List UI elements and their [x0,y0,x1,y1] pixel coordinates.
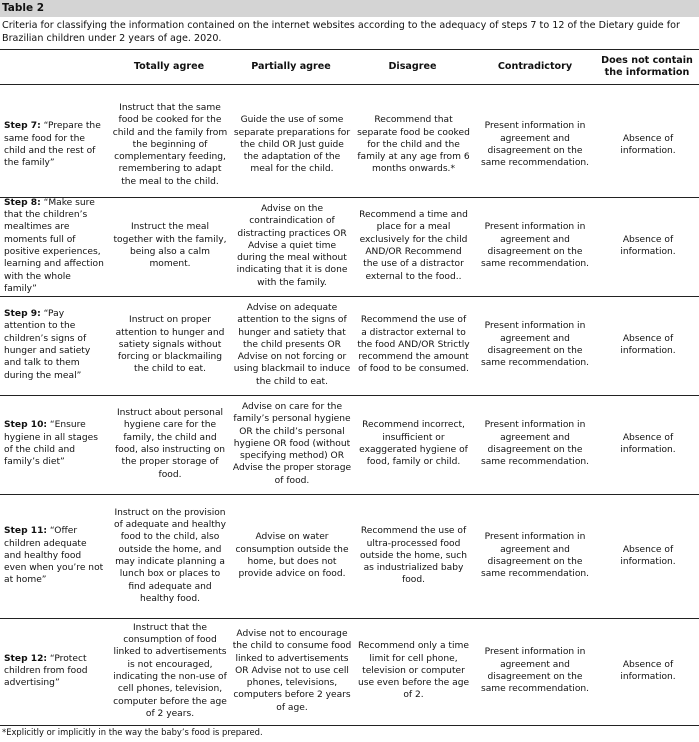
row-step-8-totally-agree: Instruct the meal together with the family, being also a calm moment. [113,222,227,270]
row-step-10-totally-agree: Instruct about personal hygiene care for the family, the child and food, also instructing on the proper storage of food. [114,408,226,480]
row-step-7-disagree: Recommend that separate food be cooked for the child and the family at any age from 6 months onwards.* [357,115,470,175]
row-step-12-label [4,619,104,723]
header-bottom-rule [0,84,699,85]
header-top-rule [0,49,699,50]
row-step-7-totally-agree: Instruct that the same food be cooked for the child and the family from the beginning of complementary feeding, remembering to adapt the meal to the child. [112,102,228,187]
row-step-9-contradictory: Present information in agreement and disagreement on the same recommendation. [480,321,590,369]
row-step-7-absent: Absence of information. [620,133,676,156]
row-step-9-disagree: Recommend the use of a distractor external to the food AND/OR Strictly recommend the amount of food to be consumed. [357,315,470,375]
header-contradictory: Contradictory [497,61,573,72]
row-step-12-contradictory: Present information in agreement and disagreement on the same recommendation. [480,647,590,695]
header-does-not-contain: Does not contain the information [601,55,693,78]
step-description: “Ensure hygiene in all stages of the child and family’s diet” [4,420,98,468]
row-step-11-partially-agree: Advise on water consumption outside the home, but does not provide advice on food. [235,532,349,580]
step-number: Step 7: [4,121,41,132]
row-step-9-label [4,297,104,393]
row-step-11-absent: Absence of information. [620,544,676,567]
step-description: “Pay attention to the children’s signs of hunger and satiety and talk to them during the meal” [4,309,91,381]
row-step-11-disagree: Recommend the use of ultra-processed food outside the home, such as industrialized baby food. [359,526,468,586]
row-step-7-label [4,86,104,204]
row-step-11-label [4,495,104,617]
header-partially-agree: Partially agree [251,61,331,72]
row-step-10-label [4,396,104,492]
row-step-10-disagree: Recommend incorrect, insufficient or exaggerated hygiene of food, family or child. [359,420,468,468]
row-step-8-absent: Absence of information. [620,234,676,257]
row-step-12-partially-agree: Advise not to encourage the child to consume food linked to advertisements OR Advise not to use cell phones, televisions, computers before 2 years of age. [232,628,352,713]
table-footnote: *Explicitly or implicitly in the way the baby’s food is prepared. [2,727,263,737]
row-step-12-totally-agree: Instruct that the consumption of food linked to advertisements is not encouraged, indicating the non-use of cell phones, television, computer before the age of 2 years. [113,622,227,719]
row-step-9-partially-agree: Advise on adequate attention to the signs of hunger and satiety that the child presents OR Advise on not forcing or using blackmail to induce the child to eat. [233,302,351,387]
step-number: Step 11: [4,526,48,537]
row-step-8-contradictory: Present information in agreement and disagreement on the same recommendation. [480,222,590,270]
row-step-8-partially-agree: Advise on the contraindication of distracting practices OR Advise a quiet time during the meal without indicating that it is done with the family. [236,203,348,288]
header-disagree: Disagree [388,61,437,72]
row-step-11-totally-agree: Instruct on the provision of adequate and healthy food to the child, also outside the home, and may indicate planning a lunch box or places to find adequate and healthy food. [114,507,226,604]
step-number: Step 9: [4,309,41,320]
row-step-9-absent: Absence of information. [620,333,676,356]
step-number: Step 8: [4,197,41,208]
row-step-12-absent: Absence of information. [620,659,676,682]
row-step-10-absent: Absence of information. [620,432,676,455]
step-description: “Make sure that the children’s mealtimes are moments full of positive experiences, learning and affection with the whole family” [4,197,104,294]
row-step-10-partially-agree: Advise on care for the family’s personal hygiene OR the child’s personal hygiene OR food (without specifying method) OR Advise the proper storage of food. [232,401,352,486]
row-step-7-contradictory: Present information in agreement and disagreement on the same recommendation. [480,121,590,169]
step-description: “Protect children from food advertising” [4,653,88,689]
header-totally-agree: Totally agree [133,61,205,72]
row-step-8-label [4,198,104,294]
table-caption: Criteria for classifying the information contained on the internet websites according to the adequacy of steps 7 to 12 of the Dietary guide for Brazilian children under 2 years of age. 2020. [2,20,680,44]
table-bottom-rule [0,725,699,726]
table-label: Table 2 [0,0,699,17]
row-step-12-disagree: Recommend only a time limit for cell phone, television or computer use even before the age of 2. [357,641,470,701]
row-step-11-contradictory: Present information in agreement and disagreement on the same recommendation. [480,532,590,580]
step-number: Step 12: [4,653,48,664]
row-step-7-partially-agree: Guide the use of some separate preparations for the child OR Just guide the adaptation of the meal for the child. [233,115,351,175]
step-number: Step 10: [4,420,48,431]
row-step-8-disagree: Recommend a time and place for a meal exclusively for the child AND/OR Recommend the use of a distractor external to the food.. [359,210,468,282]
row-step-10-contradictory: Present information in agreement and disagreement on the same recommendation. [480,420,590,468]
row-step-9-totally-agree: Instruct on proper attention to hunger and satiety signals without forcing or blackmailing the child to eat. [115,315,225,375]
step-description: “Prepare the same food for the child and the rest of the family” [4,121,101,169]
step-description: “Offer children adequate and healthy food even when you’re not at home” [4,526,104,586]
